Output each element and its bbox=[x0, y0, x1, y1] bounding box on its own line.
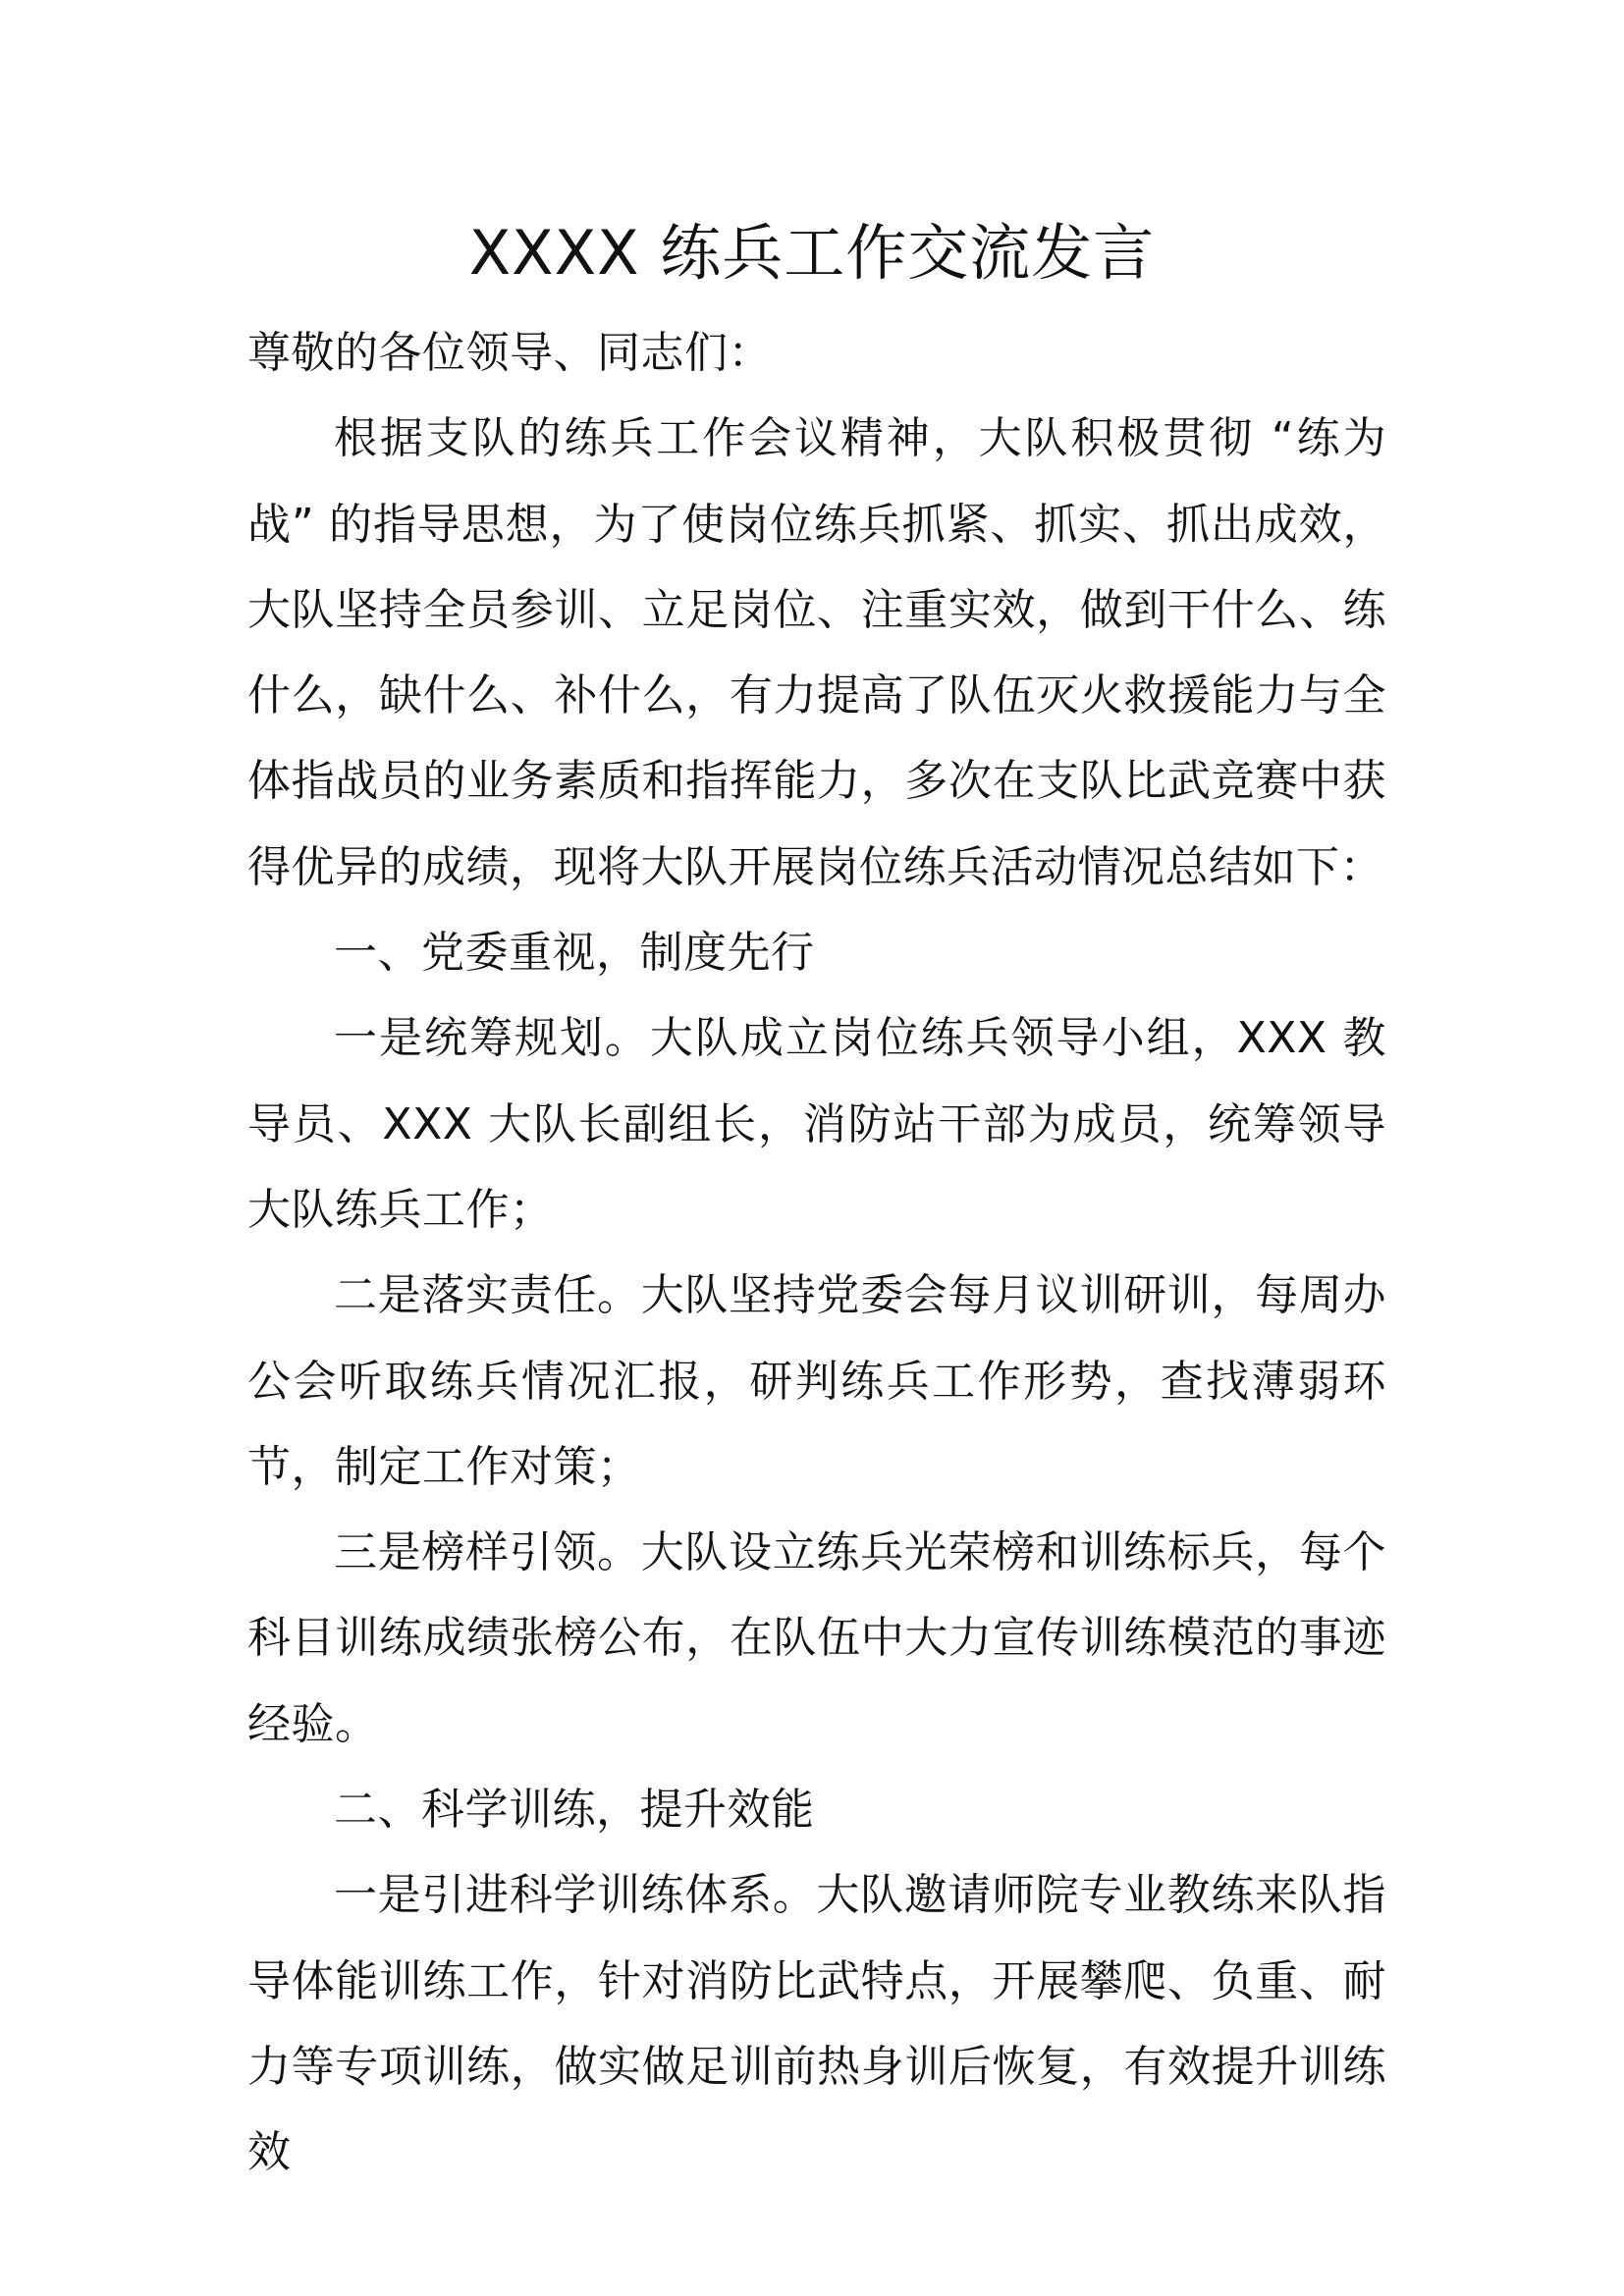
paragraph-role-models: 三是榜样引领。大队设立练兵光荣榜和训练标兵，每个科目训练成绩张榜公布，在队伍中大力宣传训练模范的事迹经验。 bbox=[247, 1527, 1386, 1749]
salutation: 尊敬的各位领导、同志们： bbox=[247, 328, 772, 378]
intro-paragraph: 根据支队的练兵工作会议精神，大队积极贯彻 “练为战” 的指导思想，为了使岗位练兵抓紧、抓实、抓出成效，大队坚持全员参训、立足岗位、注重实效，做到干什么、练什么，缺什么、补什么，有力提高了队伍灭火救援能力与全体指战员的业务素质和指挥能力，多次在支队比武竞赛中获得优异的成绩，现将大队开展岗位练兵活动情况总结如下： bbox=[247, 413, 1386, 892]
document-body bbox=[247, 310, 1386, 2196]
section-heading-2: 二、科学训练，提升效能 bbox=[334, 1785, 815, 1836]
document-title: XXXX 练兵工作交流发言 bbox=[468, 217, 1156, 289]
paragraph-responsibility: 二是落实责任。大队坚持党委会每月议训研训，每周办公会听取练兵情况汇报，研判练兵工作形势，查找薄弱环节，制定工作对策； bbox=[247, 1270, 1386, 1492]
paragraph-planning: 一是统筹规划。大队成立岗位练兵领导小组，XXX 教导员、XXX 大队长副组长，消防站干部为成员，统筹领导大队练兵工作； bbox=[247, 1013, 1386, 1235]
paragraph-scientific-training: 一是引进科学训练体系。大队邀请师院专业教练来队指导体能训练工作，针对消防比武特点，开展攀爬、负重、耐力等专项训练，做实做足训前热身训后恢复，有效提升训练效 bbox=[247, 1870, 1386, 2178]
section-heading-1: 一、党委重视，制度先行 bbox=[334, 928, 815, 979]
